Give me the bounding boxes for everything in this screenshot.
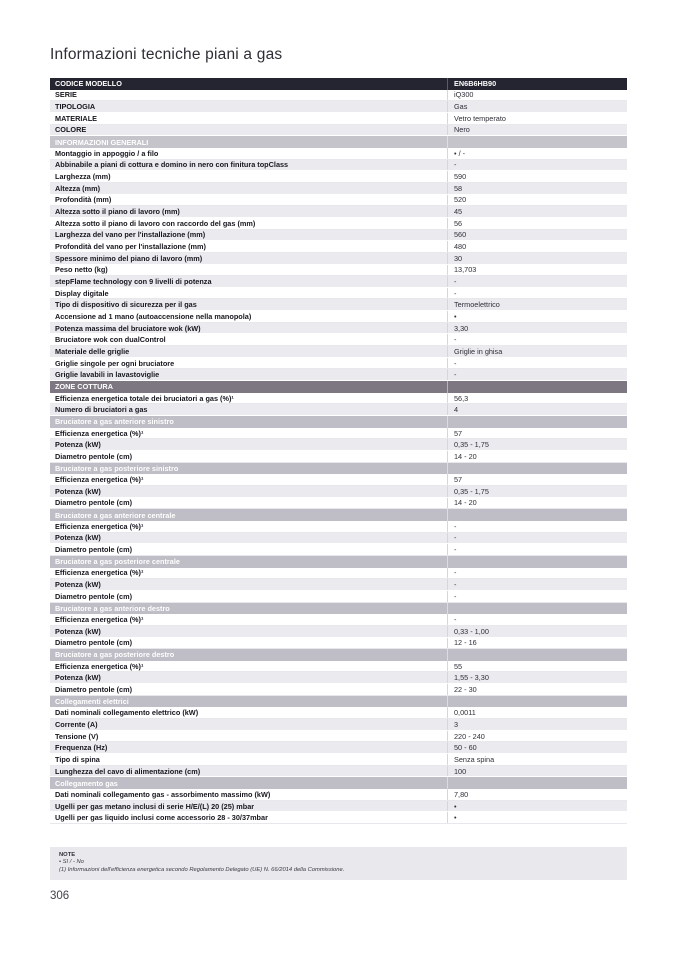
spec-label: Efficienza energetica (%)¹ xyxy=(50,614,448,625)
spec-value: 560 xyxy=(454,230,467,240)
spec-label: Tensione (V) xyxy=(50,731,448,742)
spec-row xyxy=(50,358,627,370)
spec-row xyxy=(50,101,627,113)
section-header-row xyxy=(50,381,627,393)
spec-row xyxy=(50,521,627,533)
spec-value: • / - xyxy=(454,148,466,158)
spec-label: Ugelli per gas metano inclusi di serie H/E/(L) 20 (25) mbar xyxy=(50,801,448,812)
spec-label: Efficienza energetica (%)¹ xyxy=(50,661,448,672)
spec-value: 55 xyxy=(454,661,463,671)
spec-row xyxy=(50,323,627,335)
spec-value: 0,33 - 1,00 xyxy=(454,626,489,636)
spec-value: - xyxy=(454,615,457,625)
spec-value: 13,703 xyxy=(454,265,477,275)
spec-value: 3 xyxy=(454,719,459,729)
spec-label: Altezza sotto il piano di lavoro con raccordo del gas (mm) xyxy=(50,218,448,229)
spec-value: 220 - 240 xyxy=(454,731,485,741)
spec-label: Efficienza energetica totale dei bruciatori a gas (%)¹ xyxy=(50,393,448,404)
spec-value: 3,30 xyxy=(454,323,469,333)
spec-label: Profondità (mm) xyxy=(50,195,448,206)
spec-label: Altezza sotto il piano di lavoro (mm) xyxy=(50,206,448,217)
section-header-row xyxy=(50,509,627,521)
spec-value: 58 xyxy=(454,183,463,193)
spec-label: Numero di bruciatori a gas xyxy=(50,404,448,415)
spec-row xyxy=(50,90,627,102)
spec-value: Termoelettrico xyxy=(454,300,500,310)
spec-value: - xyxy=(454,160,457,170)
spec-row xyxy=(50,253,627,265)
spec-value: - xyxy=(454,533,457,543)
spec-row xyxy=(50,638,627,650)
spec-value: 480 xyxy=(454,242,467,252)
spec-label: Potenza (kW) xyxy=(50,579,448,590)
spec-value: 590 xyxy=(454,172,467,182)
spec-row xyxy=(50,346,627,358)
spec-value xyxy=(448,556,627,568)
section-title: Bruciatore a gas posteriore destro xyxy=(50,649,448,661)
spec-row xyxy=(50,789,627,801)
spec-label: Altezza (mm) xyxy=(50,183,448,194)
spec-row xyxy=(50,474,627,486)
section-header-row xyxy=(50,416,627,428)
spec-label: Efficienza energetica (%)¹ xyxy=(50,474,448,485)
section-title: INFORMAZIONI GENERALI xyxy=(50,136,448,148)
spec-label: SERIE xyxy=(50,90,448,101)
spec-label: COLORE xyxy=(50,125,448,136)
spec-label: Materiale delle griglie xyxy=(50,346,448,357)
spec-label: Profondità del vano per l'installazione (mm) xyxy=(50,241,448,252)
spec-row xyxy=(50,533,627,545)
spec-row xyxy=(50,311,627,323)
note-line-legend: • SI / - No xyxy=(59,859,84,866)
spec-label: TIPOLOGIA xyxy=(50,101,448,112)
spec-row xyxy=(50,544,627,556)
spec-row xyxy=(50,393,627,405)
note-line-footnote: (1) Informazioni dell'efficienza energetica secondo Regolamento Delegato (UE) N. 66/2014 della Commissione. xyxy=(59,866,345,873)
spec-value: 0,35 - 1,75 xyxy=(454,440,489,450)
section-header-row xyxy=(50,136,627,148)
spec-label: Potenza (kW) xyxy=(50,626,448,637)
spec-row xyxy=(50,148,627,160)
spec-value: - xyxy=(454,335,457,345)
spec-value xyxy=(448,381,627,393)
spec-value: 56,3 xyxy=(454,393,469,403)
page-title: Informazioni tecniche piani a gas xyxy=(50,46,283,63)
spec-value: 57 xyxy=(454,475,463,485)
spec-value: 0,0011 xyxy=(454,708,476,718)
spec-row xyxy=(50,498,627,510)
spec-value xyxy=(448,509,627,521)
spec-value: - xyxy=(454,591,457,601)
spec-value: 7,80 xyxy=(454,789,469,799)
spec-row xyxy=(50,113,627,125)
spec-label: Griglie lavabili in lavastoviglie xyxy=(50,369,448,380)
spec-value: 1,55 - 3,30 xyxy=(454,673,489,683)
spec-value: 12 - 16 xyxy=(454,638,477,648)
spec-row xyxy=(50,195,627,207)
spec-row xyxy=(50,626,627,638)
spec-value: Senza spina xyxy=(454,754,495,764)
spec-label: Diametro pentole (cm) xyxy=(50,544,448,555)
spec-row xyxy=(50,299,627,311)
spec-value: - xyxy=(454,568,457,578)
spec-row xyxy=(50,451,627,463)
spec-row xyxy=(50,684,627,696)
spec-value xyxy=(448,463,627,475)
spec-row xyxy=(50,486,627,498)
spec-label: Griglie singole per ogni bruciatore xyxy=(50,358,448,369)
spec-value: • xyxy=(454,813,457,823)
notes-title: NOTE xyxy=(59,852,76,858)
spec-value: 14 - 20 xyxy=(454,498,477,508)
section-title: Bruciatore a gas posteriore sinistro xyxy=(50,463,448,475)
spec-label: Diametro pentole (cm) xyxy=(50,638,448,649)
spec-row xyxy=(50,404,627,416)
spec-label: Ugelli per gas liquido inclusi come accessorio 28 - 30/37mbar xyxy=(50,812,448,823)
spec-label: Abbinabile a piani di cottura e domino in nero con finitura topClass xyxy=(50,160,448,171)
spec-label: Tipo di spina xyxy=(50,754,448,765)
spec-value: - xyxy=(454,288,457,298)
spec-label: stepFlame technology con 9 livelli di potenza xyxy=(50,276,448,287)
spec-row xyxy=(50,812,627,824)
section-title: Collegamento gas xyxy=(50,777,448,789)
spec-row xyxy=(50,369,627,381)
spec-row xyxy=(50,288,627,300)
section-header-row xyxy=(50,556,627,568)
spec-row xyxy=(50,206,627,218)
spec-row xyxy=(50,707,627,719)
spec-value: 45 xyxy=(454,207,463,217)
spec-table xyxy=(50,78,627,824)
spec-label: Diametro pentole (cm) xyxy=(50,684,448,695)
spec-label: Montaggio in appoggio / a filo xyxy=(50,148,448,159)
spec-row xyxy=(50,276,627,288)
spec-label: Lunghezza del cavo di alimentazione (cm) xyxy=(50,766,448,777)
spec-row xyxy=(50,579,627,591)
spec-value xyxy=(448,136,627,148)
spec-label: Efficienza energetica (%)¹ xyxy=(50,568,448,579)
spec-label: Potenza massima del bruciatore wok (kW) xyxy=(50,323,448,334)
spec-label: Peso netto (kg) xyxy=(50,265,448,276)
spec-value: - xyxy=(454,370,457,380)
spec-value: • xyxy=(454,311,457,321)
spec-label: Larghezza (mm) xyxy=(50,171,448,182)
spec-value: 57 xyxy=(454,428,463,438)
spec-row xyxy=(50,672,627,684)
spec-value: iQ300 xyxy=(454,90,474,100)
spec-label: Efficienza energetica (%)¹ xyxy=(50,521,448,532)
spec-label: Potenza (kW) xyxy=(50,486,448,497)
spec-label: Potenza (kW) xyxy=(50,439,448,450)
section-header-row xyxy=(50,696,627,708)
spec-label: Dati nominali collegamento gas - assorbimento massimo (kW) xyxy=(50,789,448,800)
spec-value: 22 - 30 xyxy=(454,684,477,694)
section-title: ZONE COTTURA xyxy=(50,381,448,393)
spec-value: 4 xyxy=(454,405,459,415)
spec-value: - xyxy=(454,358,457,368)
spec-label: Accensione ad 1 mano (autoaccensione nella manopola) xyxy=(50,311,448,322)
spec-value: 56 xyxy=(454,218,463,228)
page-number: 306 xyxy=(50,890,70,902)
section-title: Collegamenti elettrici xyxy=(50,696,448,708)
spec-value: 30 xyxy=(454,253,463,263)
spec-value: 520 xyxy=(454,195,467,205)
spec-value: - xyxy=(454,545,457,555)
section-title: Bruciatore a gas anteriore destro xyxy=(50,603,448,615)
spec-label: Diametro pentole (cm) xyxy=(50,451,448,462)
spec-row xyxy=(50,125,627,137)
section-header-row xyxy=(50,603,627,615)
section-header-row xyxy=(50,777,627,789)
spec-row xyxy=(50,265,627,277)
spec-value: 100 xyxy=(454,766,467,776)
spec-value: Griglie in ghisa xyxy=(454,346,503,356)
spec-label: Diametro pentole (cm) xyxy=(50,498,448,509)
notes-block xyxy=(50,847,627,880)
section-title: Bruciatore a gas anteriore centrale xyxy=(50,509,448,521)
section-header-row xyxy=(50,649,627,661)
section-title: Bruciatore a gas anteriore sinistro xyxy=(50,416,448,428)
spec-label: Tipo di dispositivo di sicurezza per il gas xyxy=(50,299,448,310)
spec-row xyxy=(50,766,627,778)
spec-label: Larghezza del vano per l'installazione (mm) xyxy=(50,230,448,241)
spec-value xyxy=(448,603,627,615)
spec-label: Display digitale xyxy=(50,288,448,299)
spec-row xyxy=(50,731,627,743)
spec-row xyxy=(50,591,627,603)
spec-label: Efficienza energetica (%)¹ xyxy=(50,428,448,439)
spec-row xyxy=(50,230,627,242)
spec-row xyxy=(50,719,627,731)
spec-value xyxy=(448,777,627,789)
spec-value: - xyxy=(454,276,457,286)
spec-row xyxy=(50,661,627,673)
spec-value: 0,35 - 1,75 xyxy=(454,486,489,496)
spec-value xyxy=(448,696,627,708)
spec-label: Frequenza (Hz) xyxy=(50,742,448,753)
spec-value: Nero xyxy=(454,125,470,135)
spec-label: Bruciatore wok con dualControl xyxy=(50,334,448,345)
spec-row xyxy=(50,241,627,253)
section-title: CODICE MODELLO xyxy=(50,78,448,90)
spec-value: Vetro temperato xyxy=(454,113,506,123)
spec-row xyxy=(50,439,627,451)
spec-row xyxy=(50,334,627,346)
spec-value: • xyxy=(454,801,457,811)
section-title: Bruciatore a gas posteriore centrale xyxy=(50,556,448,568)
spec-label: Spessore minimo del piano di lavoro (mm) xyxy=(50,253,448,264)
section-header-row xyxy=(50,78,627,90)
spec-row xyxy=(50,171,627,183)
spec-row xyxy=(50,614,627,626)
spec-label: Potenza (kW) xyxy=(50,533,448,544)
spec-value: - xyxy=(454,521,457,531)
spec-label: Corrente (A) xyxy=(50,719,448,730)
spec-value xyxy=(448,649,627,661)
spec-label: Potenza (kW) xyxy=(50,672,448,683)
spec-row xyxy=(50,218,627,230)
spec-value: Gas xyxy=(454,102,468,112)
spec-row xyxy=(50,754,627,766)
spec-value xyxy=(448,416,627,428)
spec-value: 50 - 60 xyxy=(454,743,477,753)
spec-label: Diametro pentole (cm) xyxy=(50,591,448,602)
spec-row xyxy=(50,742,627,754)
spec-value: 14 - 20 xyxy=(454,451,477,461)
spec-label: MATERIALE xyxy=(50,113,448,124)
spec-row xyxy=(50,160,627,172)
spec-value: - xyxy=(454,580,457,590)
spec-label: Dati nominali collegamento elettrico (kW) xyxy=(50,707,448,718)
spec-row xyxy=(50,183,627,195)
spec-row xyxy=(50,801,627,813)
spec-row xyxy=(50,568,627,580)
section-header-row xyxy=(50,463,627,475)
spec-row xyxy=(50,428,627,440)
spec-value: EN6B6HB90 xyxy=(454,79,497,89)
